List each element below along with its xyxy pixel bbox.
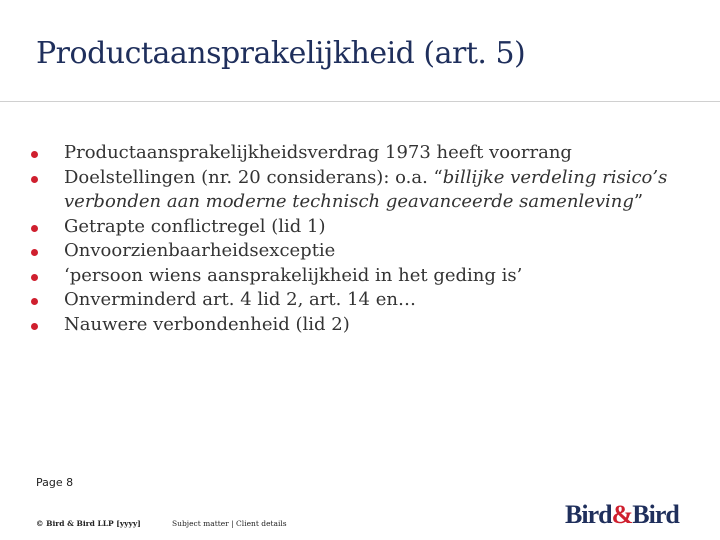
bullet-dot-icon	[31, 298, 38, 305]
bullet-quote-end: ”	[633, 191, 644, 212]
bird-and-bird-logo	[565, 500, 679, 530]
bullet-item	[30, 288, 670, 313]
bullet-dot-icon	[31, 274, 38, 281]
bullet-text: ‘persoon wiens aansprakelijkheid in het geding is’	[64, 264, 523, 286]
bullet-item	[30, 264, 670, 289]
logo-word-1: Bird	[565, 500, 612, 529]
bullet-text: Doelstellingen (nr. 20 considerans): o.a. “	[64, 166, 443, 188]
bullet-dot-icon	[31, 225, 38, 232]
bullet-quote: billijke verdeling risico’s verbonden aan moderne technisch geavanceerde samenleving	[64, 166, 668, 212]
bullet-text: Onvoorzienbaarheidsexceptie	[64, 240, 336, 261]
slide-title: Productaansprakelijkheid (art. 5)	[36, 36, 526, 71]
bullet-dot-icon	[31, 151, 38, 158]
bullet-list	[30, 141, 670, 337]
page-number: Page 8	[36, 476, 74, 489]
copyright-notice: © Bird & Bird LLP [yyyy]	[36, 519, 141, 528]
bullet-dot-icon	[31, 176, 38, 183]
logo-ampersand: &	[611, 500, 633, 529]
bullet-item	[30, 166, 670, 215]
bullet-item	[30, 215, 670, 240]
bullet-text: Nauwere verbondenheid (lid 2)	[64, 313, 350, 335]
bullet-item	[30, 141, 670, 166]
bullet-text: Getrapte conflictregel (lid 1)	[64, 215, 326, 237]
bullet-item	[30, 239, 670, 264]
bullet-text: Productaansprakelijkheidsverdrag 1973 heeft voorrang	[64, 142, 572, 163]
logo-word-2: Bird	[632, 500, 679, 529]
subject-details: Subject matter | Client details	[172, 519, 287, 528]
bullet-dot-icon	[31, 323, 38, 330]
bullet-dot-icon	[31, 249, 38, 256]
bullet-text: Onverminderd art. 4 lid 2, art. 14 en…	[64, 289, 416, 310]
title-divider	[0, 101, 720, 102]
bullet-item	[30, 313, 670, 338]
